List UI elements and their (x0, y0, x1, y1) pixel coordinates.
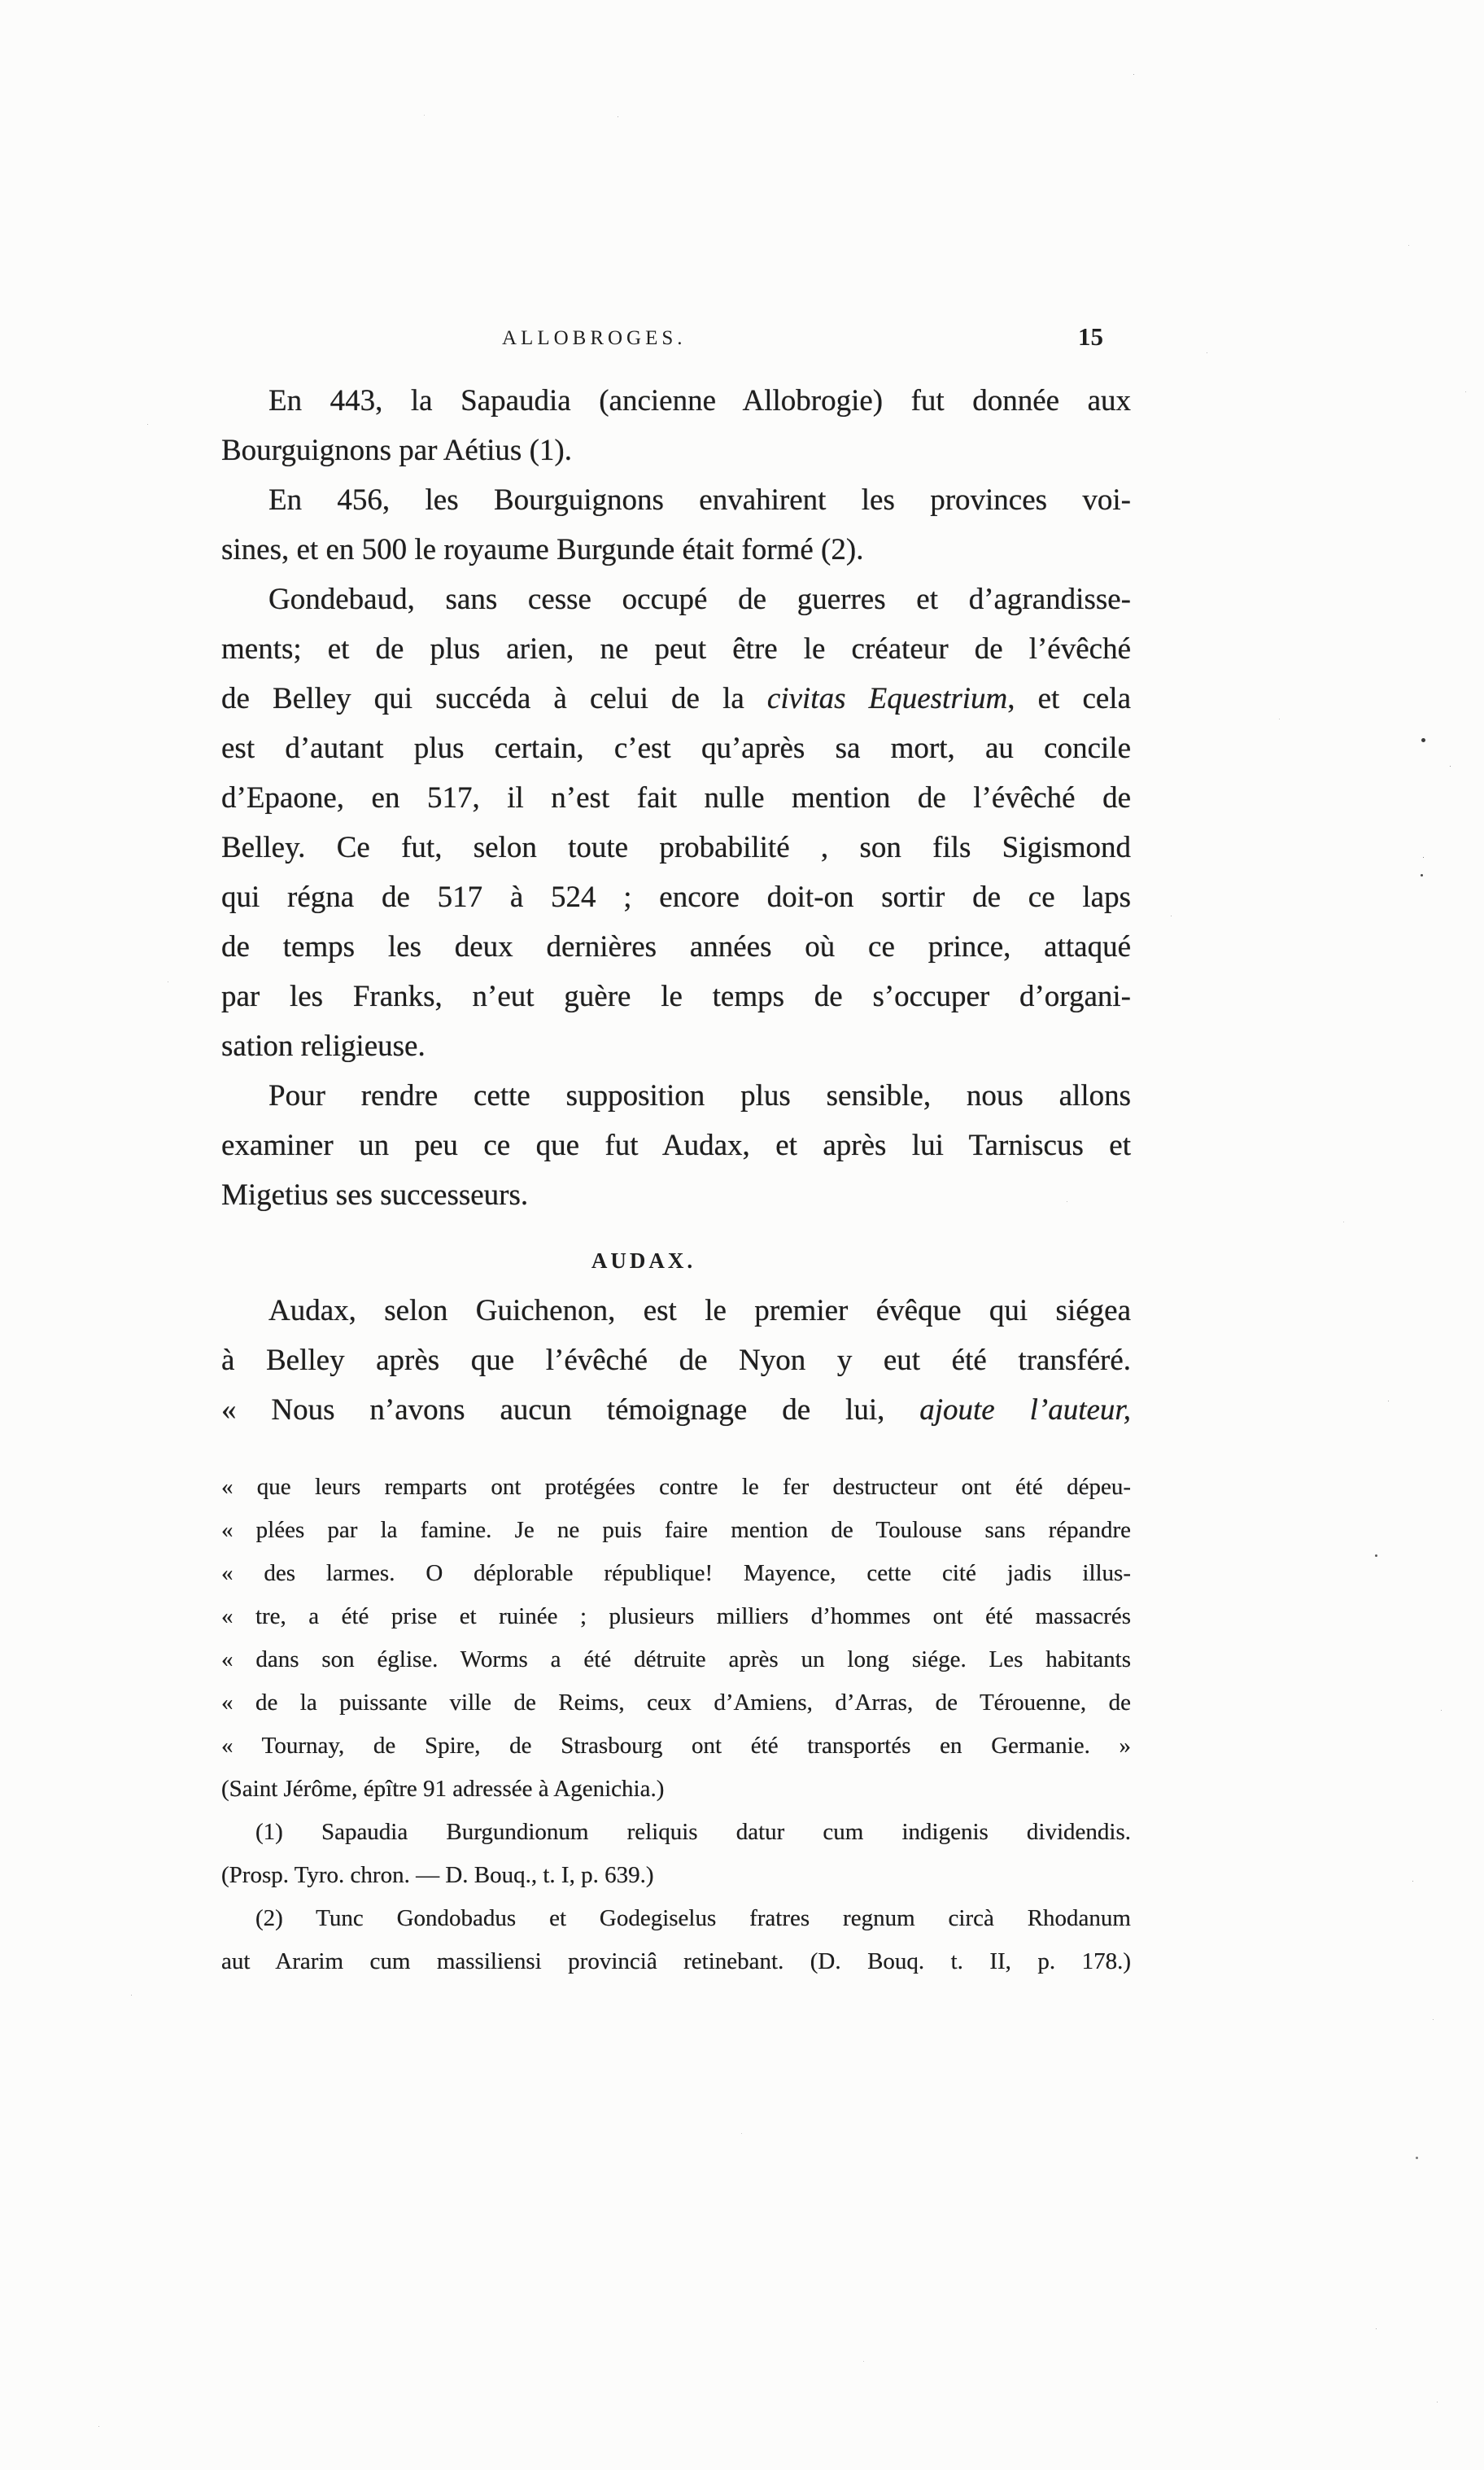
text-line: Migetius ses successeurs. (221, 1178, 529, 1212)
section-heading: AUDAX. (591, 1248, 696, 1273)
text-line: Pour rendre cette supposition plus sensible, nous allons (268, 1079, 1131, 1113)
text-line: (1) Sapaudia Burgundionum reliquis datur cum indigenis dividendis. (255, 1819, 1131, 1845)
text-line: « Tournay, de Spire, de Strasbourg ont été transportés en Germanie. » (221, 1733, 1131, 1759)
text-line: qui régna de 517 à 524 ; encore doit-on sortir de ce laps (221, 881, 1131, 914)
text-line: « des larmes. O déplorable république! Mayence, cette cité jadis illus- (221, 1560, 1131, 1586)
page-number: 15 (1078, 322, 1103, 351)
paragraph-3 (221, 575, 1131, 1071)
text-line: « dans son église. Worms a été détruite après un long siége. Les habitants (221, 1646, 1131, 1672)
text-line: « tre, a été prise et ruinée ; plusieurs milliers d’hommes ont été massacrés (221, 1603, 1131, 1629)
text-line: « que leurs remparts ont protégées contre le fer destructeur ont été dépeu- (221, 1474, 1131, 1500)
text-line: En 456, les Bourguignons envahirent les provinces voi- (268, 483, 1131, 517)
text-line: est d’autant plus certain, c’est qu’après sa mort, au concile (221, 732, 1131, 765)
text-line: « plées par la famine. Je ne puis faire mention de Toulouse sans répandre (221, 1517, 1131, 1543)
text-line: (Prosp. Tyro. chron. — D. Bouq., t. I, p. 639.) (221, 1862, 654, 1888)
text-line: Audax, selon Guichenon, est le premier évêque qui siégea (268, 1294, 1131, 1327)
text-line: examiner un peu ce que fut Audax, et après lui Tarniscus et (221, 1129, 1131, 1162)
text-line: En 443, la Sapaudia (ancienne Allobrogie) fut donnée aux (268, 384, 1131, 417)
text-line: « de la puissante ville de Reims, ceux d’Amiens, d’Arras, de Térouenne, de (221, 1690, 1131, 1716)
scan-speckles (0, 0, 2, 2)
paragraph-4 (221, 1071, 1131, 1220)
text-line: Gondebaud, sans cesse occupé de guerres et d’agrandisse- (268, 583, 1131, 616)
text-column (221, 0, 1131, 2470)
text-line: sation religieuse. (221, 1030, 426, 1063)
text-line: « Nous n’avons aucun témoignage de lui, ajoute l’auteur, (221, 1393, 1131, 1427)
text-line: aut Ararim cum massiliensi provinciâ retinebant. (D. Bouq. t. II, p. 178.) (221, 1948, 1131, 1974)
footnotes (221, 1466, 1131, 1983)
text-line: (2) Tunc Gondobadus et Godegiselus fratres regnum circà Rhodanum (255, 1905, 1131, 1931)
text-line: (Saint Jérôme, épître 91 adressée à Agenichia.) (221, 1776, 665, 1802)
text-line: Belley. Ce fut, selon toute probabilité , son fils Sigismond (221, 831, 1131, 864)
running-header (221, 322, 1131, 360)
body-text (221, 376, 1131, 1983)
running-header-title: ALLOBROGES. (502, 327, 687, 349)
text-line: Bourguignons par Aétius (1). (221, 434, 572, 467)
text-line: de Belley qui succéda à celui de la civitas Equestrium, et cela (221, 682, 1132, 715)
text-line: par les Franks, n’eut guère le temps de s’occuper d’organi- (221, 980, 1131, 1013)
text-line: d’Epaone, en 517, il n’est fait nulle mention de l’évêché de (221, 781, 1131, 815)
paragraph-5 (221, 1286, 1131, 1435)
text-line: sines, et en 500 le royaume Burgunde était formé (2). (221, 533, 864, 566)
text-line: de temps les deux dernières années où ce prince, attaqué (221, 930, 1131, 964)
paragraph-2 (221, 475, 1131, 575)
text-line: à Belley après que l’évêché de Nyon y eut été transféré. (221, 1344, 1131, 1377)
text-line: ments; et de plus arien, ne peut être le créateur de l’évêché (221, 632, 1131, 666)
paragraph-1 (221, 376, 1131, 475)
